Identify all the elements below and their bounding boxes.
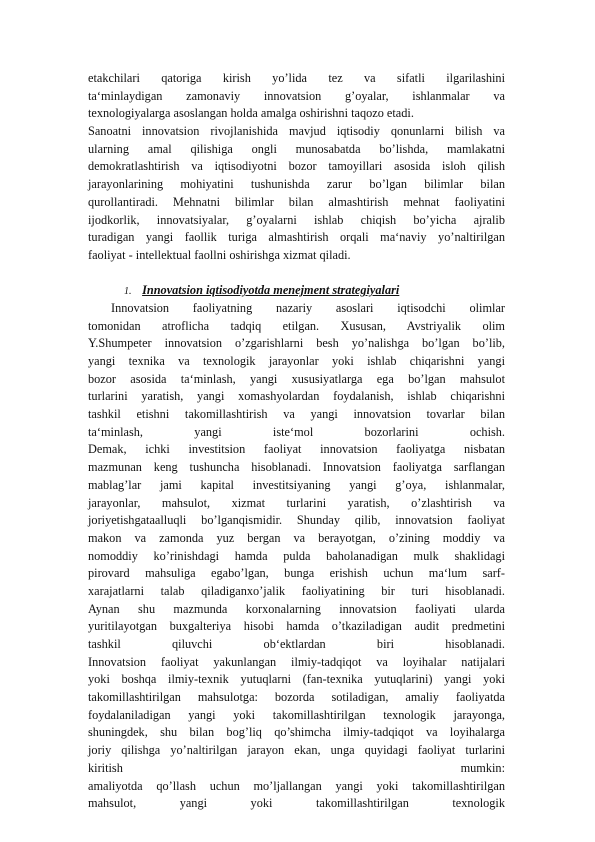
text-line: makon va zamonda yuz bergan va berayotgan, o’zining moddiy va	[88, 530, 505, 545]
text-line: tashkil qiluvchi ob‘ektlardan biri hisoblanadi.	[88, 637, 505, 651]
text-line: faoliyat - intellektual faollni oshirishga xizmat qiladi.	[88, 247, 351, 262]
spacer	[88, 265, 505, 283]
text-line: demokratlashtirish va iqtisodiyotni bozor tamoyillari asosida isloh qilish	[88, 159, 505, 174]
text-line: Innovatsion faoliyat yakunlangan ilmiy-tadqiqot va loyihalar natijalari	[88, 654, 505, 669]
text-line: takomillashtirilgan mahsulotga: bozorda sotiladigan, amaliy faoliyatda	[88, 690, 505, 705]
heading-title: Innovatsion iqtisodiyotda menejment strategiyalari	[142, 283, 400, 298]
text-line: ta‘minlash, yangi iste‘mol bozorlarini ochish.	[88, 424, 505, 439]
paragraph-main	[88, 300, 505, 813]
text-line: ta‘minlaydigan zamonaviy innovatsion g’oyalar, ishlanmalar va	[88, 88, 505, 103]
text-line: shuningdek, shu bilan bog’liq qo’shimcha ilmiy-tadqiqot va loyihalarga	[88, 725, 505, 740]
text-line: amaliyotda qo’llash uchun mo’ljallangan yangi yoki takomillashtirilgan	[88, 778, 505, 793]
text-line: xarajatlarni talab qiladiganxo’jalik faoliyatining bir turi hisoblanadi.	[88, 583, 505, 598]
text-line: turadigan yangi faollik turiga almashtirish orqali ma‘naviy yo’naltirilgan	[88, 230, 505, 245]
text-line: yangi texnika va texnologik jarayonlar yoki ishlab chiqarishni yangi	[88, 354, 505, 368]
section-heading	[88, 282, 505, 300]
document-page	[88, 70, 505, 813]
text-line: ularning amal qilishiga ongli munosabatda bo’lishda, mamlakatni	[88, 141, 505, 156]
text-line: etakchilari qatoriga kirish yo’lida tez va sifatli ilgarilashini	[88, 71, 505, 85]
text-line: Innovatsion faoliyatning nazariy asoslari iqtisodchi olimlar	[111, 300, 505, 315]
text-line: kiritish mumkin:	[88, 760, 505, 775]
text-line: Aynan shu mazmunda korxonalarning innovatsion faoliyati ularda	[88, 601, 505, 616]
text-line: mahsulot, yangi yoki takomillashtirilgan texnologik	[88, 796, 505, 811]
text-line: tomonidan atroflicha tadqiq etilgan. Xususan, Avstriyalik olim	[88, 318, 505, 333]
text-line: jarayonlarining mohiyatini tushunishda zarur bo’lgan bilimlar bilan	[88, 177, 505, 192]
text-line: pirovard mahsuliga egabo’lgan, bunga erishish uchun ma‘lum sarf-	[88, 566, 505, 581]
text-line: yoki boshqa ilmiy-texnik yutuqlarni (fan-texnika yutuqlarini) yangi yoki	[88, 672, 505, 687]
text-line: ijodkorlik, innovatsiyalar, g’oyalarni ishlab chiqish bo’yicha ajralib	[88, 212, 505, 227]
text-line: bozor asosida ta‘minlash, yangi xususiyatlarga ega bo’lgan mahsulot	[88, 371, 505, 386]
text-line: joriy qilishga yo’naltirilgan jarayon ekan, unga quyidagi faoliyat turlarini	[88, 743, 505, 758]
text-line: texnologiyalarga asoslangan holda amalga oshirishni taqozo etadi.	[88, 106, 414, 121]
text-line: qurollantiradi. Mehnatni bilimlar bilan almashtirish mehnat faoliyatini	[88, 194, 505, 209]
text-line: nomoddiy ko’rinishdagi hamda pulda baholanadigan mulk shaklidagi	[88, 548, 505, 563]
text-line: Y.Shumpeter innovatsion o’zgarishlarni besh yo’nalishga bo’lgan bo’lib,	[88, 336, 505, 351]
text-line: jarayonlar, mahsulot, xizmat turlarini yaratish, o’zlashtirish va	[88, 495, 505, 510]
text-line: yuritilayotgan buxgalteriya hisobi hamda o’tkaziladigan audit predmetini	[88, 619, 505, 634]
text-line: Demak, ichki investitsion faoliyat innovatsion faoliyatga nisbatan	[88, 442, 505, 457]
text-line: joriyetishgataalluqli bo’lganqismidir. Shunday qilib, innovatsion faoliyat	[88, 513, 505, 528]
paragraph-intro	[88, 70, 505, 265]
text-line: Sanoatni innovatsion rivojlanishida mavjud iqtisodiy qonunlarni bilish va	[88, 124, 505, 139]
text-line: tashkil etishni takomillashtirish va yangi innovatsion tovarlar bilan	[88, 407, 505, 422]
heading-number: 1.	[124, 286, 132, 298]
text-line: mablag’lar jami kapital investitsiyaning yangi g’oya, ishlanmalar,	[88, 477, 505, 492]
text-line: foydalaniladigan yangi yoki takomillashtirilgan texnologik jarayonga,	[88, 707, 505, 722]
text-line: mazmunan keng tushuncha hisoblanadi. Innovatsion faoliyatga sarflangan	[88, 460, 505, 475]
text-line: turlarini yaratish, yangi xomashyolardan foydalanish, ishlab chiqarishni	[88, 389, 505, 404]
